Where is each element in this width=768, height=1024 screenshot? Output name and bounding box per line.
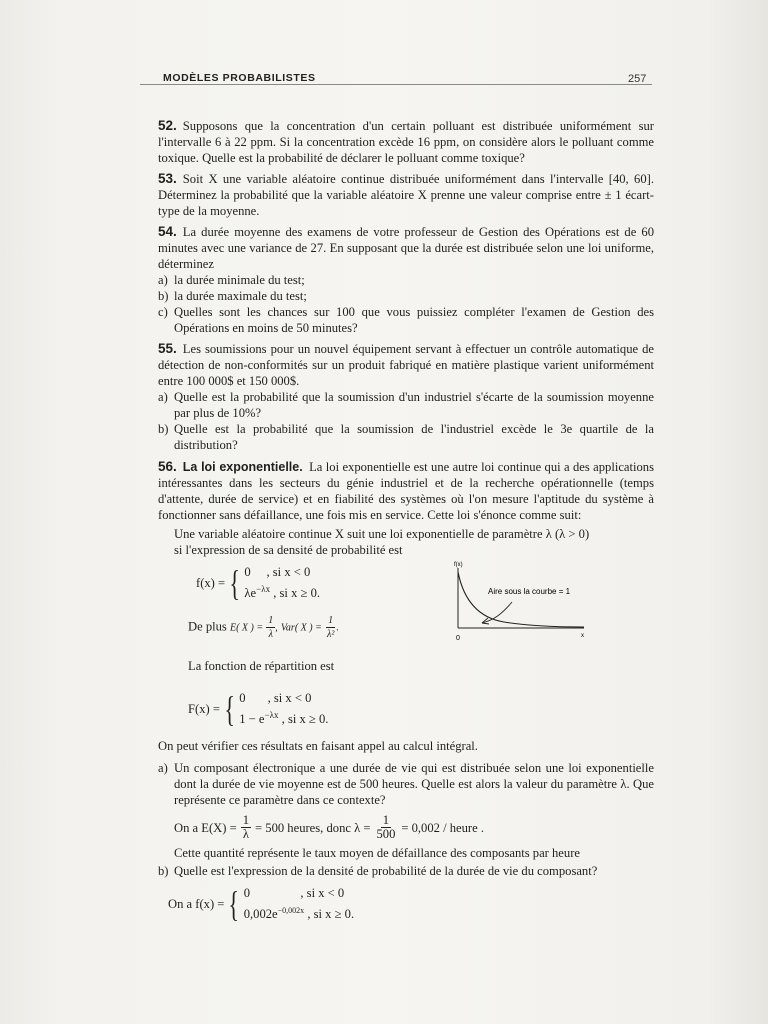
frac-den: 500 xyxy=(376,827,396,841)
verification-note: On peut vérifier ces résultats en faisant appel au calcul intégral. xyxy=(158,739,478,753)
frac-num: 1 xyxy=(242,813,250,827)
case-condition: , si x < 0 xyxy=(267,691,312,705)
exercise-text: Les soumissions pour un nouvel équipement servant à effectuer un contrôle automatique de détection de non-conformités sur un produit fabriqué en matière plastique varient uniformément entre 100 000$ et 150 000$. xyxy=(158,342,654,388)
exercise-text: La loi exponentielle est une autre loi continue qui a des applications intéressantes dans les secteurs du génie industriel et de la recherche opérationnelle (temps d'attente, durée de service) et en fiabilité des systèmes où l'on mesure l'aptitude du système à fonctionner sans défaillance, une fois mis en service. Cette loi s'énonce comme suit: xyxy=(158,460,655,522)
variance-lhs: Var( X ) = xyxy=(280,622,322,634)
expectation-lhs: E( X ) = xyxy=(229,622,264,634)
frac-num: 1 xyxy=(328,615,334,626)
graph-annotation: Aire sous la courbe = 1 xyxy=(488,587,571,596)
density-formula: f(x) = { 0 , si x < 0 $\lambda e^{-\lambda x}$ , si x ≥ 0. xyxy=(196,563,321,604)
frac-num: 1 xyxy=(268,615,274,626)
case-condition: , si x < 0 xyxy=(266,565,311,579)
density-block xyxy=(158,558,654,686)
page-content xyxy=(158,118,654,923)
solution-b: On a f(x) = { 0 , si x < 0 $0,002e^{-0,002x}$ , si x ≥ 0. xyxy=(168,884,355,925)
exercise-52 xyxy=(158,118,654,166)
separator: . xyxy=(336,622,339,634)
question-a xyxy=(158,760,654,808)
graph-y-label: f(x) xyxy=(454,562,463,568)
exercise-intro xyxy=(158,459,654,523)
solution-a xyxy=(174,814,654,841)
exercise-number: 52. xyxy=(158,118,177,133)
question-text: la durée minimale du test; xyxy=(174,273,305,287)
question-item xyxy=(158,389,654,421)
running-head: MODÈLES PROBABILISTES xyxy=(163,72,316,84)
case-value: 0 xyxy=(244,565,251,579)
exercise-text: Soit X une variable aléatoire continue distribuée uniformément dans l'intervalle [40, 60]. Déterminez la probabilité que la variable aléatoire X prenne une valeur comprise entre ± 1 écart-type de la moyenne. xyxy=(158,172,654,218)
formula-lhs: f(x) = xyxy=(196,576,226,591)
graph-x-label: x xyxy=(581,633,584,639)
question-item xyxy=(158,288,654,304)
separator: , xyxy=(275,622,278,634)
exercise-55 xyxy=(158,341,654,453)
question-text: Quelle est la probabilité que la soumission de l'industriel excède le 3e quartile de la distribution? xyxy=(174,422,654,452)
exercise-54 xyxy=(158,224,654,336)
question-text: Quelle est la probabilité que la soumission d'un industriel s'écarte de la soumission moyenne par plus de 10%? xyxy=(174,390,654,420)
definition-line: si l'expression de sa densité de probabilité est xyxy=(174,543,403,557)
frac-den: λ² xyxy=(327,629,335,640)
cdf-intro: La fonction de répartition est xyxy=(188,659,335,673)
definition xyxy=(174,526,654,558)
case-value: 0 xyxy=(239,691,246,705)
exercise-number: 56. xyxy=(158,459,177,474)
question-text: Quelles sont les chances sur 100 que vous puissiez compléter l'examen de Gestion des Opérations en moins de 50 minutes? xyxy=(174,305,654,335)
question-item xyxy=(158,304,654,336)
question-item xyxy=(158,272,654,288)
case-exponent: −0,002x xyxy=(277,906,305,915)
cdf-formula: F(x) = { 0 , si x < 0 $1 - e^{-\lambda x}$ , si x ≥ 0. xyxy=(188,689,329,730)
case-value: 1 − e xyxy=(239,712,265,727)
case-condition: , si x < 0 xyxy=(300,886,345,900)
exercise-53 xyxy=(158,171,654,219)
question-label: b) xyxy=(158,422,169,436)
case-exponent: −λx xyxy=(256,584,271,594)
exercise-number: 53. xyxy=(158,171,177,186)
case-value: 0 xyxy=(243,886,250,900)
case-value: 0,002e xyxy=(243,907,278,922)
page-number: 257 xyxy=(628,73,647,85)
solution-text: = 0,002 / heure . xyxy=(401,820,485,835)
frac-num: 1 xyxy=(382,813,390,827)
question-label: b) xyxy=(158,864,169,878)
exercise-text: La durée moyenne des examens de votre professeur de Gestion des Opérations est de 60 minutes avec une variance de 27. En supposant que la durée est distribuée selon une loi uniforme, déterminez xyxy=(158,225,654,271)
exercise-number: 55. xyxy=(158,341,177,356)
question-label: a) xyxy=(158,273,168,287)
solution-text: On a E(X) = xyxy=(174,820,237,835)
question-text: Un composant électronique a une durée de vie qui est distribuée selon une loi exponentielle dont la durée de vie moyenne est de 500 heures. Quelle est alors la valeur du paramètre λ. Que représente ce paramètre dans ce contexte? xyxy=(174,761,654,807)
moments-prefix: De plus xyxy=(188,619,227,634)
exercise-number: 54. xyxy=(158,224,177,239)
question-item xyxy=(158,421,654,453)
frac-den: λ xyxy=(242,827,249,841)
question-label: b) xyxy=(158,289,169,303)
cdf-block xyxy=(158,686,654,738)
exponential-density-graph xyxy=(444,558,624,646)
exercise-intro xyxy=(158,341,654,389)
header-rule xyxy=(140,84,652,85)
case-exponent: −λx xyxy=(264,710,279,720)
case-condition: , si x ≥ 0. xyxy=(273,586,321,601)
formula-lhs: On a f(x) = xyxy=(168,897,225,912)
question-text: Quelle est l'expression de la densité de probabilité de la durée de vie du composant? xyxy=(174,864,598,878)
question-text: la durée maximale du test; xyxy=(174,289,307,303)
question-b xyxy=(158,863,654,879)
moments-formula xyxy=(188,614,339,641)
solution-text: = 500 heures, donc λ = xyxy=(255,820,371,835)
graph-origin-label: 0 xyxy=(456,635,460,642)
interpretation: Cette quantité représente le taux moyen de défaillance des composants par heure xyxy=(174,846,580,860)
density-curve xyxy=(458,572,584,627)
case-value: λe xyxy=(244,586,257,601)
exercise-text: Supposons que la concentration d'un certain polluant est distribuée uniformément sur l'intervalle 6 à 22 ppm. Si la concentration excède 16 ppm, on considère alors le polluant comme toxique. Quelle est la probabilité de déclarer le polluant comme toxique? xyxy=(158,119,654,165)
case-condition: , si x ≥ 0. xyxy=(281,712,329,727)
exercise-title: La loi exponentielle. xyxy=(182,460,303,474)
formula-lhs: F(x) = xyxy=(188,702,220,717)
exercise-56 xyxy=(158,459,654,923)
question-label: c) xyxy=(158,305,168,319)
annotation-arrow xyxy=(482,602,512,623)
question-label: a) xyxy=(158,761,168,775)
question-label: a) xyxy=(158,390,168,404)
case-condition: , si x ≥ 0. xyxy=(307,907,355,922)
exercise-intro xyxy=(158,224,654,272)
definition-line: Une variable aléatoire continue X suit une loi exponentielle de paramètre λ (λ > 0) xyxy=(174,527,590,541)
frac-den: λ xyxy=(268,629,273,640)
